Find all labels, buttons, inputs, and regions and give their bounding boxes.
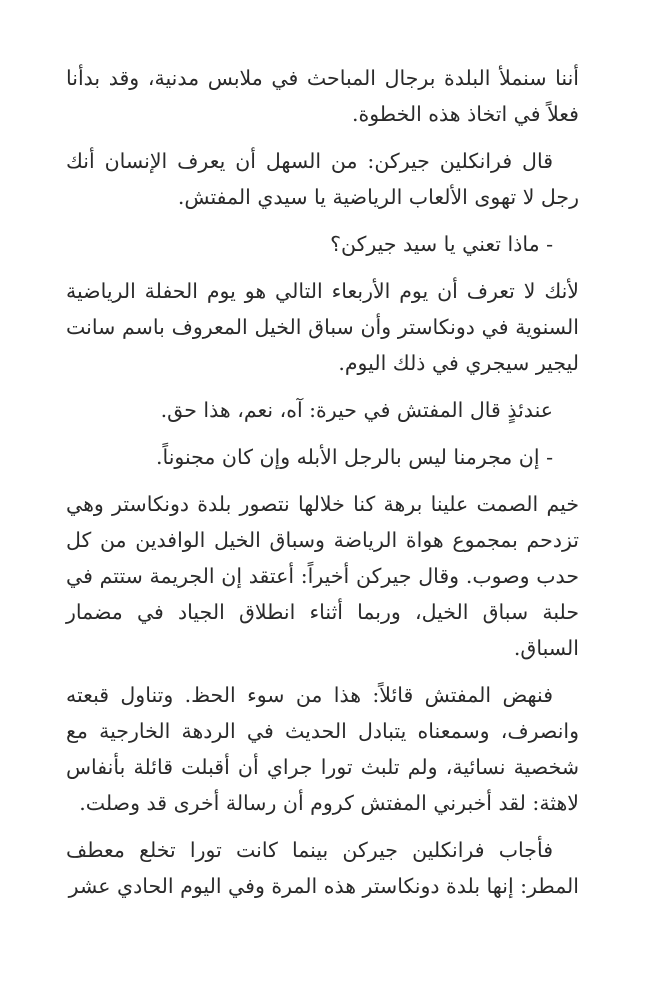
paragraph: قال فرانكلين جيركن: من السهل أن يعرف الإنسان أنك رجل لا تهوى الألعاب الرياضية يا سيدي المفتش. [66, 149, 579, 209]
document-page [66, 60, 579, 915]
dialogue-line: - إن مجرمنا ليس بالرجل الأبله وإن كان مجنوناً. [155, 445, 553, 469]
dialogue-line: - ماذا تعني يا سيد جيركن؟ [330, 232, 553, 256]
paragraph: فأجاب فرانكلين جيركن بينما كانت تورا تخلع معطف المطر: إنها بلدة دونكاستر هذه المرة وفي اليوم الحادي عشر [66, 838, 579, 898]
paragraph: لأنك لا تعرف أن يوم الأربعاء التالي هو يوم الحفلة الرياضية السنوية في دونكاستر وأن سباق الخيل المعروف باسم سانت ليجير سيجري في ذلك اليوم. [66, 279, 579, 375]
paragraph: خيم الصمت علينا برهة كنا خلالها نتصور بلدة دونكاستر وهي تزدحم بمجموع هواة الرياضة وسباق الخيل الوافدين من كل حدب وصوب. وقال جيركن أخيراً: أعتقد إن الجريمة ستتم في حلبة سباق الخيل، وربما أثناء انطلاق الجياد في مضمار السباق. [66, 492, 579, 660]
paragraph: فنهض المفتش قائلاً: هذا من سوء الحظ. وتناول قبعته وانصرف، وسمعناه يتبادل الحديث في الردهة الخارجية مع شخصية نسائية، ولم تلبث تورا جراي أن أقبلت قائلة بأنفاس لاهثة: لقد أخبرني المفتش كروم أن رسالة أخرى قد وصلت. [66, 683, 579, 815]
paragraph: عندئذٍ قال المفتش في حيرة: آه، نعم، هذا حق. [160, 398, 553, 422]
paragraph-continued: أننا سنملأ البلدة برجال المباحث في ملابس مدنية، وقد بدأنا فعلاً في اتخاذ هذه الخطوة. [66, 66, 579, 126]
